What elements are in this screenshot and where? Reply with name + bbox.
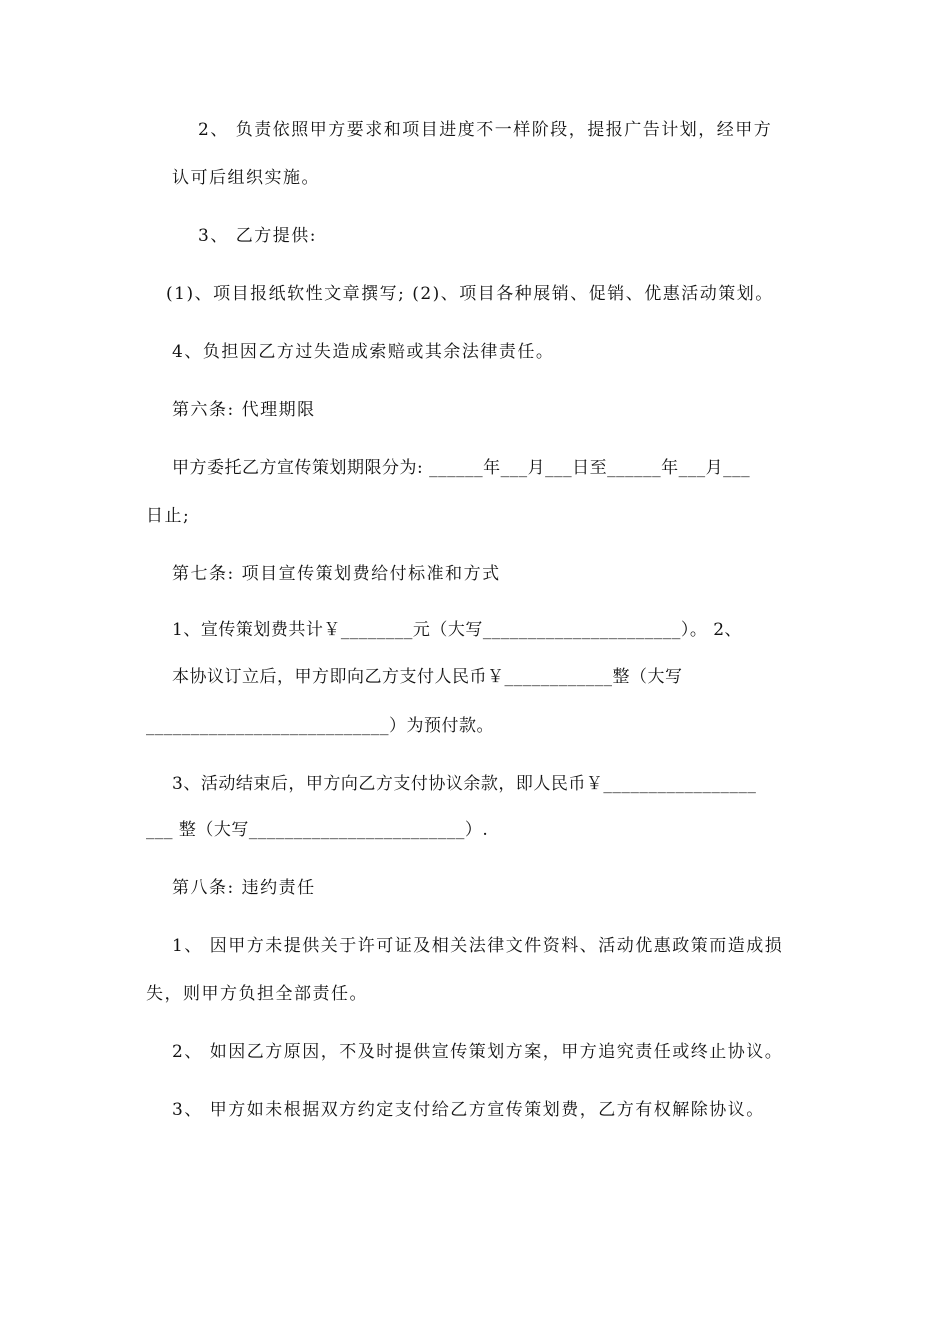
clause-6-line-2: 日止; (146, 506, 191, 526)
clause-7-line-2: 本协议订立后，甲方即向乙方支付人民币￥____________整（大写 (172, 667, 683, 687)
clause-5-item-2-line-1: 2、 负责依照甲方要求和项目进度不一样阶段，提报广告计划，经甲方 (198, 120, 773, 140)
clause-8-item-2: 2、 如因乙方原因，不及时提供宣传策划方案，甲方追究责任或终止协议。 (172, 1042, 784, 1062)
clause-6-line-1: 甲方委托乙方宣传策划期限分为: ______年___月___日至______年___月___ (172, 458, 751, 478)
clause-7-line-3: ___________________________）为预付款。 (146, 716, 494, 736)
clause-8-heading: 第八条: 违约责任 (172, 878, 316, 898)
clause-5-item-2-line-2: 认可后组织实施。 (172, 168, 320, 188)
clause-7-heading: 第七条: 项目宣传策划费给付标准和方式 (172, 564, 501, 584)
clause-5-item-4: 4、负担因乙方过失造成索赔或其余法律责任。 (172, 342, 555, 362)
clause-7-line-1: 1、宣传策划费共计￥________元（大写______________________）。 2、 (172, 620, 743, 640)
clause-5-item-3-content: (1)、项目报纸软性文章撰写; (2)、项目各种展销、促销、优惠活动策划。 (166, 284, 774, 304)
clause-8-item-1-line-1: 1、 因甲方未提供关于许可证及相关法律文件资料、活动优惠政策而造成损 (172, 936, 784, 956)
clause-7-item-3-line-1: 3、活动结束后，甲方向乙方支付协议余款，即人民币￥_________________ (172, 774, 757, 794)
clause-8-item-1-line-2: 失，则甲方负担全部责任。 (146, 984, 368, 1004)
clause-5-item-3-heading: 3、 乙方提供: (198, 226, 317, 246)
clause-7-item-3-line-2: ___ 整（大写________________________）. (146, 820, 489, 840)
clause-8-item-3: 3、 甲方如未根据双方约定支付给乙方宣传策划费，乙方有权解除协议。 (172, 1100, 765, 1120)
clause-6-heading: 第六条: 代理期限 (172, 400, 316, 420)
